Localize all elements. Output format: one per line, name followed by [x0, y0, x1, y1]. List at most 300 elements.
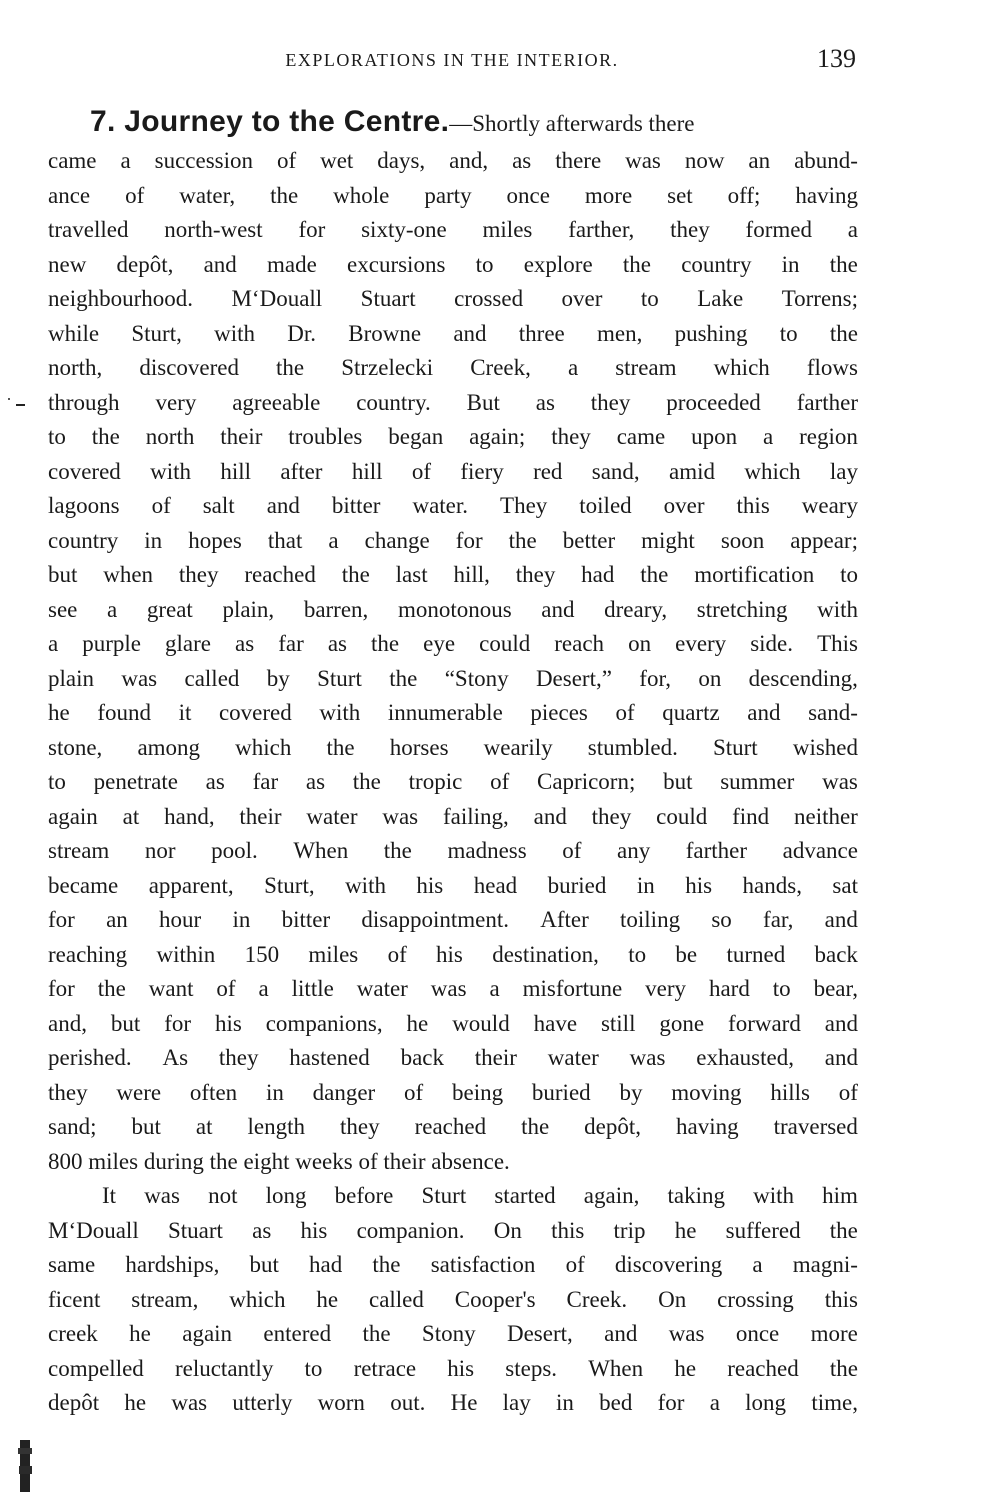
word: his	[214, 1010, 242, 1036]
word: This	[817, 631, 858, 656]
word: over	[663, 493, 705, 518]
word: perished.	[48, 1045, 132, 1070]
word: pieces	[530, 700, 588, 725]
word: to	[48, 769, 66, 794]
word: the	[97, 976, 126, 1001]
word: in	[636, 872, 655, 898]
word: of	[615, 700, 635, 725]
paragraph-2	[48, 1179, 858, 1421]
word: Capricorn;	[536, 769, 636, 794]
word: Sturt,	[264, 872, 315, 898]
word: this	[551, 1217, 585, 1243]
word: creek	[48, 1321, 98, 1346]
word: same	[48, 1252, 96, 1277]
word: mortification	[694, 562, 815, 587]
word: lay	[829, 458, 858, 484]
word: called	[184, 665, 240, 691]
margin-dash	[16, 404, 25, 406]
word: which	[713, 355, 770, 380]
word: compelled	[48, 1355, 144, 1381]
word: new	[48, 251, 87, 277]
text-line	[48, 213, 858, 248]
word: his	[685, 872, 713, 898]
word: of	[216, 976, 236, 1001]
word: the	[521, 1114, 550, 1139]
word: formed	[745, 217, 812, 242]
word: he	[124, 1390, 147, 1415]
text-line	[48, 869, 858, 904]
word: again	[182, 1321, 233, 1346]
word: long	[265, 1183, 307, 1208]
word: after	[280, 458, 323, 484]
word: He	[450, 1390, 478, 1415]
word: north	[145, 424, 195, 449]
word: disappointment.	[361, 907, 509, 932]
word: that	[267, 527, 303, 553]
word: destination,	[492, 941, 599, 967]
text-line	[48, 179, 858, 214]
word: as	[305, 769, 326, 794]
word: bitter	[281, 907, 331, 932]
word: made	[267, 251, 317, 277]
text-line	[48, 558, 858, 593]
word: Sturt,	[131, 320, 182, 346]
word: depôt,	[584, 1114, 642, 1139]
word: magni-	[792, 1252, 858, 1277]
word: hill	[351, 458, 383, 484]
word: more	[584, 182, 633, 208]
word: his	[436, 941, 463, 967]
word: their	[474, 1045, 517, 1070]
word: he	[674, 1217, 697, 1243]
text-line	[48, 1041, 858, 1076]
word: once	[506, 182, 550, 208]
word: came	[48, 148, 97, 173]
word: ficent	[48, 1286, 101, 1312]
word: in	[556, 1390, 574, 1415]
word: reached	[727, 1355, 799, 1381]
text-line	[48, 420, 858, 455]
word: troubles	[288, 424, 363, 449]
text-line	[48, 1386, 858, 1421]
word: in	[781, 251, 800, 277]
word: barren,	[303, 596, 369, 622]
word: but	[663, 769, 693, 794]
word: far,	[763, 907, 794, 932]
word: the	[326, 734, 355, 760]
word: and	[266, 493, 300, 518]
word: an	[106, 907, 128, 932]
word: were	[116, 1079, 162, 1105]
word: he	[129, 1321, 151, 1346]
text-line	[48, 1317, 858, 1352]
word: back	[400, 1045, 444, 1070]
word: the	[371, 631, 400, 656]
text-line	[48, 662, 858, 697]
word: ance	[48, 182, 91, 208]
word: succession	[154, 148, 254, 173]
word: bitter	[331, 493, 381, 518]
word: turned	[726, 941, 786, 967]
text-line	[48, 144, 858, 179]
word: the	[829, 251, 858, 277]
word: which	[229, 1286, 286, 1312]
word: Creek.	[566, 1286, 628, 1312]
word: weary	[801, 493, 858, 518]
word: farther,	[568, 217, 635, 242]
word: for	[48, 907, 75, 932]
word: the	[341, 562, 370, 587]
word: red	[533, 458, 563, 484]
word: by	[266, 665, 290, 691]
word: wet	[320, 148, 354, 173]
word: a	[328, 527, 339, 553]
word: of	[565, 1252, 585, 1277]
word: with	[345, 872, 386, 898]
word: more	[810, 1321, 858, 1346]
word: stream	[48, 838, 110, 863]
word: fiery	[460, 458, 504, 484]
text-line	[48, 800, 858, 835]
word: this	[824, 1286, 858, 1312]
word: was	[629, 1045, 666, 1070]
word: his	[300, 1217, 328, 1243]
word: a	[258, 976, 269, 1001]
word: and	[824, 1010, 858, 1036]
word: reluctantly	[174, 1355, 274, 1381]
word: of	[838, 1079, 858, 1105]
word: a	[120, 148, 131, 173]
word: a	[48, 631, 59, 656]
word: for,	[639, 665, 671, 691]
word: to	[772, 976, 791, 1001]
text-line	[48, 317, 858, 352]
word: of	[411, 458, 431, 484]
word: three	[518, 320, 565, 346]
word: the	[640, 562, 669, 587]
word: Lake	[697, 286, 744, 311]
text-line	[48, 1110, 858, 1145]
word: for	[298, 217, 326, 242]
word: might	[641, 527, 695, 553]
word: reach	[554, 631, 605, 656]
word: Desert,”	[535, 665, 612, 691]
word: was	[382, 803, 419, 829]
word: a	[752, 1252, 763, 1277]
word: danger	[312, 1079, 376, 1105]
word: off;	[727, 182, 761, 208]
word: Creek,	[470, 355, 531, 380]
word: innumerable	[387, 700, 503, 725]
word: miles	[482, 217, 533, 242]
word: water	[356, 976, 408, 1001]
word: It	[102, 1183, 117, 1208]
text-line	[48, 455, 858, 490]
text-line	[48, 282, 858, 317]
word: Stony	[421, 1321, 476, 1346]
text-line	[48, 834, 858, 869]
word: wished	[792, 734, 858, 760]
word: M‘Douall	[231, 286, 323, 311]
word: his	[447, 1355, 475, 1381]
page-header	[48, 44, 856, 82]
word: of	[404, 1079, 424, 1105]
word: amid	[669, 458, 716, 484]
word: of	[562, 838, 582, 863]
word: As	[162, 1045, 189, 1070]
word: again,	[583, 1183, 640, 1208]
word: Browne	[348, 320, 422, 346]
section-lead: —Shortly afterwards there	[449, 111, 695, 136]
word: crossed	[454, 286, 524, 311]
word: as	[235, 631, 255, 656]
word: with	[817, 596, 858, 622]
word: satisfaction	[430, 1252, 536, 1277]
word: sand-	[808, 700, 858, 725]
text-line	[48, 627, 858, 662]
word: as	[535, 389, 555, 415]
word: moving	[671, 1079, 742, 1105]
word: explore	[523, 251, 593, 277]
word: again;	[469, 424, 526, 449]
word: far	[252, 769, 279, 794]
word: to	[475, 251, 494, 277]
word: of	[387, 941, 407, 967]
word: farther	[796, 389, 858, 415]
body-text	[48, 100, 858, 1421]
word: quartz	[662, 700, 720, 725]
word: and	[203, 251, 237, 277]
word: before	[334, 1183, 394, 1208]
word: his	[416, 872, 444, 898]
word: taking	[667, 1183, 725, 1208]
word: north-west	[164, 217, 263, 242]
word: water	[306, 803, 358, 829]
word: sand;	[48, 1114, 97, 1139]
word: last	[395, 562, 428, 587]
word: steps.	[505, 1355, 558, 1381]
word: the	[91, 424, 120, 449]
word: which	[235, 734, 292, 760]
word: any	[616, 838, 651, 863]
word: Sturt	[712, 734, 758, 760]
text-line	[48, 489, 858, 524]
word: 150	[244, 941, 280, 967]
word: was	[822, 769, 858, 794]
word: they	[48, 1079, 88, 1105]
word: summer	[720, 769, 795, 794]
word: find	[732, 803, 770, 829]
word: depôt,	[116, 251, 174, 277]
word: Stuart	[167, 1217, 223, 1243]
word: they	[340, 1114, 380, 1139]
word: want	[148, 976, 194, 1001]
word: covered	[48, 458, 121, 484]
word: reached	[414, 1114, 487, 1139]
word: a	[107, 596, 118, 622]
word: horses	[389, 734, 449, 760]
word: region	[799, 424, 858, 449]
word: stream,	[131, 1286, 199, 1312]
word: he	[406, 1010, 429, 1036]
word: Dr.	[287, 320, 316, 346]
word: he	[48, 700, 70, 725]
word: hardships,	[125, 1252, 220, 1277]
word: Cooper's	[454, 1286, 536, 1312]
word: discovering	[614, 1252, 723, 1277]
text-line	[48, 903, 858, 938]
word: while	[48, 320, 100, 346]
word: neighbourhood.	[48, 286, 194, 311]
word: a	[847, 217, 858, 242]
word: side.	[750, 631, 794, 656]
word: utterly	[232, 1390, 293, 1415]
word: tropic	[408, 769, 463, 794]
word: When	[293, 838, 349, 863]
text-line	[48, 1248, 858, 1283]
word: at	[195, 1114, 213, 1139]
word: bed	[599, 1390, 633, 1415]
word: would	[452, 1010, 510, 1036]
word: On	[493, 1217, 522, 1243]
word: reached	[244, 562, 316, 587]
word: and,	[449, 148, 489, 173]
word: little	[291, 976, 334, 1001]
word: the	[508, 527, 537, 553]
word: as	[205, 769, 225, 794]
word: upon	[691, 424, 738, 449]
word: very	[645, 976, 687, 1001]
word: a	[489, 976, 500, 1001]
word: failing,	[442, 803, 509, 829]
word: party	[424, 182, 472, 208]
word: to	[840, 562, 858, 587]
word: pushing	[674, 320, 748, 346]
word: the	[276, 355, 305, 380]
word: and,	[48, 1010, 87, 1036]
word: and	[747, 700, 781, 725]
word: suffered	[725, 1217, 801, 1243]
word: had	[581, 562, 615, 587]
word: lagoons	[48, 493, 120, 518]
word: a	[762, 424, 774, 449]
word: within	[156, 941, 216, 967]
word: every	[675, 631, 727, 656]
word: hard	[708, 976, 750, 1001]
word: very	[155, 389, 197, 415]
word: country	[681, 251, 752, 277]
word: a	[709, 1390, 720, 1415]
word: with	[214, 320, 255, 346]
word: dreary,	[604, 596, 668, 622]
word: with	[319, 700, 361, 725]
word: the	[829, 1217, 858, 1243]
word: and	[604, 1321, 638, 1346]
word: the	[829, 320, 858, 346]
word: hill	[220, 458, 252, 484]
word: for	[455, 527, 483, 553]
word: having	[676, 1114, 739, 1139]
word: there	[555, 148, 602, 173]
word: hills	[770, 1079, 810, 1105]
word: Torrens;	[781, 286, 858, 311]
word: buried	[547, 872, 607, 898]
text-line	[48, 731, 858, 766]
word: north,	[48, 355, 103, 380]
word: they	[515, 562, 556, 587]
word: depôt	[48, 1390, 100, 1415]
margin-dot	[8, 398, 10, 400]
text-line	[48, 1179, 858, 1214]
word: bear,	[813, 976, 858, 1001]
section-heading-line	[48, 100, 858, 144]
word: in	[232, 907, 251, 932]
word: called	[368, 1286, 424, 1312]
word: lay	[502, 1390, 531, 1415]
word: having	[795, 182, 858, 208]
word: and	[824, 1045, 858, 1070]
word: travelled	[48, 217, 129, 242]
word: but	[48, 562, 78, 587]
word: toiled	[579, 493, 632, 518]
word: whole	[333, 182, 390, 208]
word: again	[48, 803, 98, 829]
word: country.	[356, 389, 431, 415]
heading-fragment	[90, 100, 695, 146]
word: being	[451, 1079, 504, 1105]
word: plain	[48, 665, 94, 691]
word: by	[619, 1079, 643, 1105]
word: as	[512, 148, 532, 173]
word: appear;	[790, 527, 858, 553]
word: but	[131, 1114, 161, 1139]
word: of	[490, 769, 510, 794]
word: found	[97, 700, 151, 725]
text-line	[48, 248, 858, 283]
word: not	[208, 1183, 238, 1208]
word: exhausted,	[696, 1045, 794, 1070]
word: was	[171, 1390, 208, 1415]
word: which	[744, 458, 801, 484]
word: excursions	[347, 251, 446, 277]
word: On	[658, 1286, 687, 1312]
word: once	[735, 1321, 780, 1346]
word: traversed	[773, 1114, 858, 1139]
word: to	[304, 1355, 323, 1381]
word: the	[383, 838, 412, 863]
text-line	[48, 938, 858, 973]
word: men,	[597, 320, 643, 346]
page-number: 139	[817, 44, 856, 73]
word: back	[814, 941, 858, 967]
word: the	[829, 1355, 858, 1381]
word: of	[151, 493, 171, 518]
word: on	[628, 631, 652, 656]
word: companion.	[356, 1217, 465, 1243]
word: purple	[82, 631, 142, 656]
word: hands,	[742, 872, 802, 898]
word: Stuart	[360, 286, 416, 311]
word: great	[146, 596, 193, 622]
word: their	[220, 424, 263, 449]
word: proceeded	[666, 389, 761, 415]
word: but	[249, 1252, 279, 1277]
word: began	[388, 424, 444, 449]
word: have	[533, 1010, 578, 1036]
word: this	[736, 493, 770, 518]
word: they	[218, 1045, 259, 1070]
word: abund-	[794, 148, 858, 173]
